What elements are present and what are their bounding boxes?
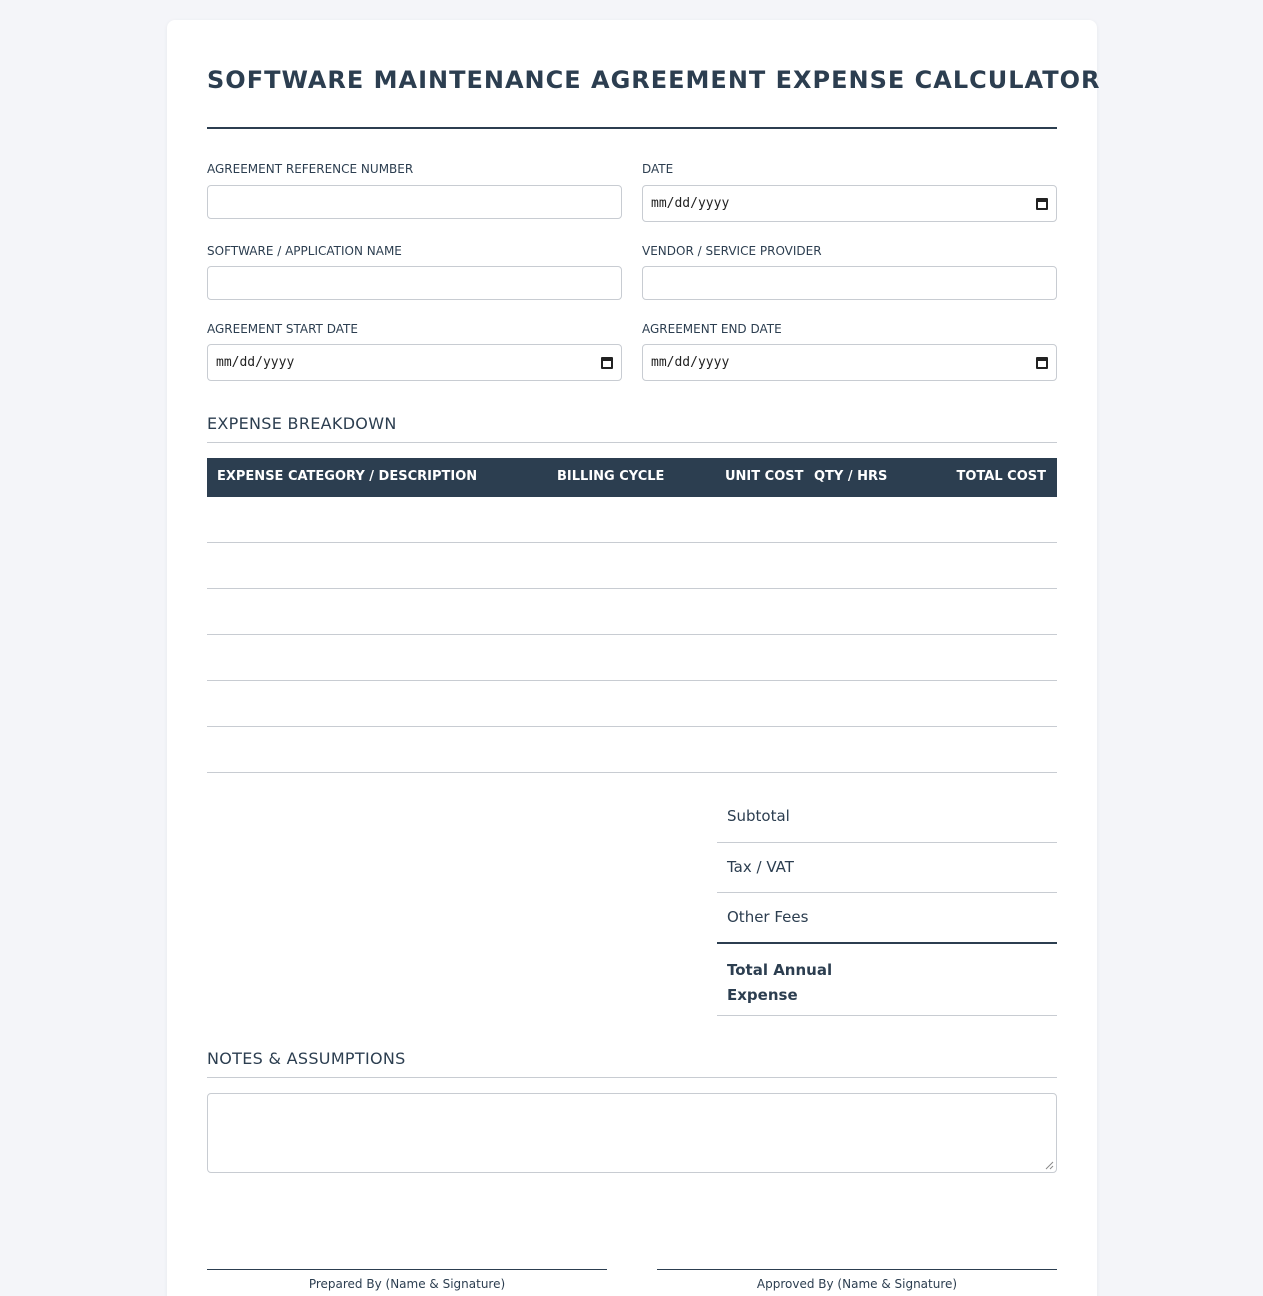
approved-by-label: Approved By (Name & Signature)	[756, 1277, 958, 1291]
subtotal-label: Subtotal	[727, 807, 790, 825]
page-title: SOFTWARE MAINTENANCE AGREEMENT EXPENSE CALCULATOR	[207, 66, 1101, 94]
table-row[interactable]	[207, 589, 1057, 635]
table-row[interactable]	[207, 497, 1057, 543]
date-label: DATE	[642, 162, 674, 176]
subtotal-row	[717, 792, 1057, 843]
col-header-description: EXPENSE CATEGORY / DESCRIPTION	[217, 469, 478, 484]
table-row[interactable]	[207, 681, 1057, 727]
resize-grip-icon[interactable]	[1045, 1161, 1054, 1170]
calculator-card	[167, 20, 1101, 1296]
col-header-billing-cycle: BILLING CYCLE	[557, 469, 665, 484]
notes-section-divider	[207, 1077, 1057, 1078]
calendar-icon[interactable]	[1036, 357, 1048, 369]
expense-section-title: EXPENSE BREAKDOWN	[207, 414, 397, 433]
vendor-label: VENDOR / SERVICE PROVIDER	[642, 244, 822, 258]
other-fees-label: Other Fees	[727, 908, 809, 926]
agreement-ref-label: AGREEMENT REFERENCE NUMBER	[207, 162, 414, 176]
total-label: Total Annual Expense	[727, 961, 833, 1004]
software-name-input[interactable]	[207, 266, 622, 300]
prepared-by-label: Prepared By (Name & Signature)	[308, 1277, 506, 1291]
date-input[interactable]	[642, 185, 1057, 222]
prepared-by-line	[207, 1269, 607, 1270]
start-date-label: AGREEMENT START DATE	[207, 322, 358, 336]
end-date-value: mm/dd/yyyy	[651, 355, 730, 370]
end-date-label: AGREEMENT END DATE	[642, 322, 782, 336]
calendar-icon[interactable]	[601, 357, 613, 369]
date-value: mm/dd/yyyy	[651, 196, 730, 211]
expense-section-divider	[207, 442, 1057, 443]
col-header-qty: QTY / HRS	[814, 469, 888, 484]
col-header-unit-cost: UNIT COST	[725, 469, 804, 484]
col-header-total-cost: TOTAL COST	[956, 469, 1046, 484]
vendor-input[interactable]	[642, 266, 1057, 300]
table-row[interactable]	[207, 635, 1057, 681]
table-row[interactable]	[207, 727, 1057, 773]
approved-by-line	[657, 1269, 1057, 1270]
notes-section-title: NOTES & ASSUMPTIONS	[207, 1049, 406, 1068]
calendar-icon[interactable]	[1036, 198, 1048, 210]
table-row[interactable]	[207, 543, 1057, 589]
expense-table-header	[207, 458, 1057, 497]
software-name-label: SOFTWARE / APPLICATION NAME	[207, 244, 402, 258]
tax-label: Tax / VAT	[727, 858, 794, 876]
title-divider	[207, 127, 1057, 129]
end-date-input[interactable]	[642, 344, 1057, 381]
start-date-input[interactable]	[207, 344, 622, 381]
tax-row	[717, 843, 1057, 893]
agreement-ref-input[interactable]	[207, 185, 622, 219]
notes-textarea[interactable]	[207, 1093, 1057, 1173]
start-date-value: mm/dd/yyyy	[216, 355, 295, 370]
total-row	[717, 942, 1057, 1016]
other-fees-row	[717, 893, 1057, 942]
